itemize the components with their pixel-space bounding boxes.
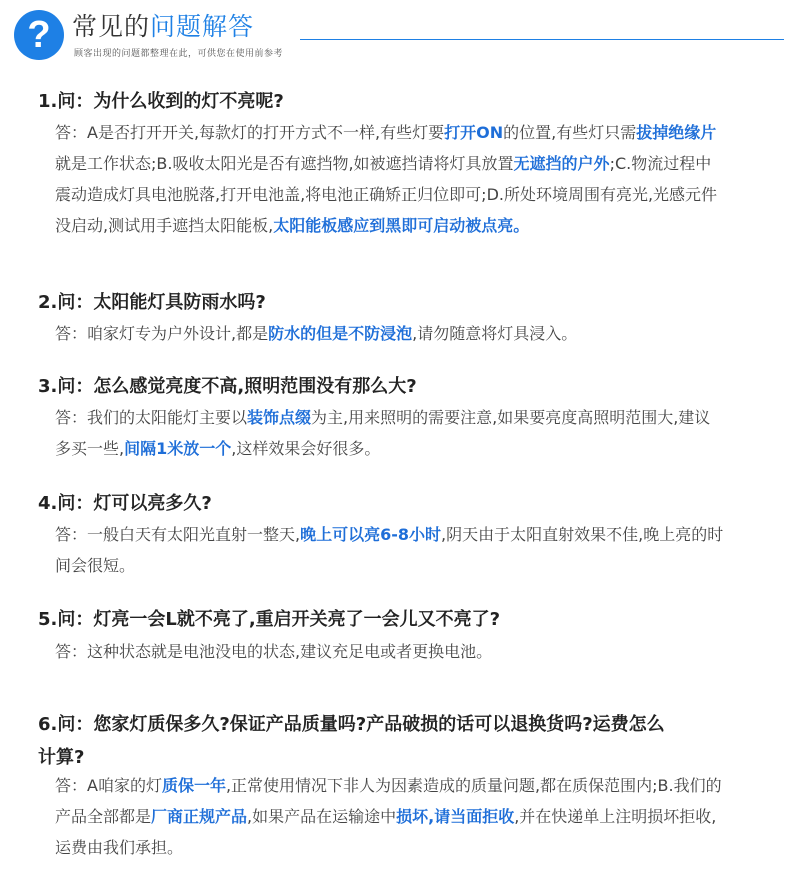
answer-text: ,请勿随意将灯具浸入。 xyxy=(412,324,578,343)
title-part-1: 常见的 xyxy=(72,12,151,41)
faq-question-1: 1.问：为什么收到的灯不亮呢? xyxy=(38,91,284,112)
answer-text: ,正常使用情况下非人为因素造成的质量问题,都在质保范围内;B.我们的产品全部都是 xyxy=(55,776,722,826)
highlighted-text: 拔掉绝缘片 xyxy=(636,123,717,142)
page-subtitle: 顾客出现的问题都整理在此，可供您在使用前参考 xyxy=(74,49,284,59)
answer-text: 就是工作状态;B.吸收太阳光是否有遮挡物,如被遮挡请将灯具放置 xyxy=(55,154,514,173)
answer-text: ,并在快递单上注明损坏拒收,运费由我们承担。 xyxy=(55,807,717,857)
faq-answer-4 xyxy=(55,519,725,581)
answer-text: 答：一般白天有太阳光直射一整天, xyxy=(55,525,301,544)
highlighted-text: 厂商正规产品 xyxy=(151,807,248,826)
answer-text: ,阴天由于太阳直射效果不佳,晚上亮的时间会很短。 xyxy=(55,525,724,575)
highlighted-text: 太阳能板感应到黑即可启动被点亮。 xyxy=(273,216,530,235)
answer-text: ,如果产品在运输途中 xyxy=(247,807,397,826)
faq-question-6: 6.问：您家灯质保多久?保证产品质量吗?产品破损的话可以退换货吗?运费怎么计算? xyxy=(38,714,665,768)
header-divider xyxy=(300,39,784,40)
answer-text: 答：A是否打开开关,每款灯的打开方式不一样,有些灯要 xyxy=(55,123,445,142)
faq-answer-1 xyxy=(55,117,725,241)
faq-question-5: 5.问：灯亮一会L就不亮了,重启开关亮了一会儿又不亮了? xyxy=(38,609,501,630)
highlighted-text: 晚上可以亮6-8小时 xyxy=(300,525,442,544)
highlighted-text: 间隔1米放一个 xyxy=(124,439,232,458)
answer-text: 答：A咱家的灯 xyxy=(55,776,162,795)
faq-answer-2 xyxy=(55,318,725,349)
faq-question-2: 2.问：太阳能灯具防雨水吗? xyxy=(38,292,266,313)
highlighted-text: 装饰点缀 xyxy=(247,408,312,427)
answer-text: ,这样效果会好很多。 xyxy=(231,439,381,458)
highlighted-text: 损坏,请当面拒收 xyxy=(396,807,515,826)
faq-answer-6 xyxy=(55,770,725,863)
page-header xyxy=(0,0,790,70)
page-title xyxy=(72,12,254,42)
title-part-2: 问题解答 xyxy=(150,12,255,41)
answer-text: 的位置,有些灯只需 xyxy=(503,123,637,142)
answer-text: 答：这种状态就是电池没电的状态,建议充足电或者更换电池。 xyxy=(55,642,493,661)
highlighted-text: 打开ON xyxy=(444,123,504,142)
highlighted-text: 防水的但是不防浸泡 xyxy=(268,324,413,343)
faq-question-4: 4.问：灯可以亮多久? xyxy=(38,493,212,514)
highlighted-text: 质保一年 xyxy=(161,776,226,795)
faq-answer-3 xyxy=(55,402,725,464)
highlighted-text: 无遮挡的户外 xyxy=(513,154,610,173)
answer-text: 为主,用来照明的需要注意,如果要亮度高照明范围大,建议多买一些, xyxy=(55,408,711,458)
answer-text: 答：咱家灯专为户外设计,都是 xyxy=(55,324,269,343)
question-mark-icon: ? xyxy=(14,10,64,60)
faq-answer-5 xyxy=(55,636,725,667)
answer-text: 答：我们的太阳能灯主要以 xyxy=(55,408,248,427)
faq-question-3: 3.问：怎么感觉亮度不高,照明范围没有那么大? xyxy=(38,376,417,397)
answer-text: ;C.物流过程中震动造成灯具电池脱落,打开电池盖,将电池正确矫正归位即可;D.所处环境周围有亮光,光感元件没启动,测试用手遮挡太阳能板, xyxy=(55,154,718,235)
